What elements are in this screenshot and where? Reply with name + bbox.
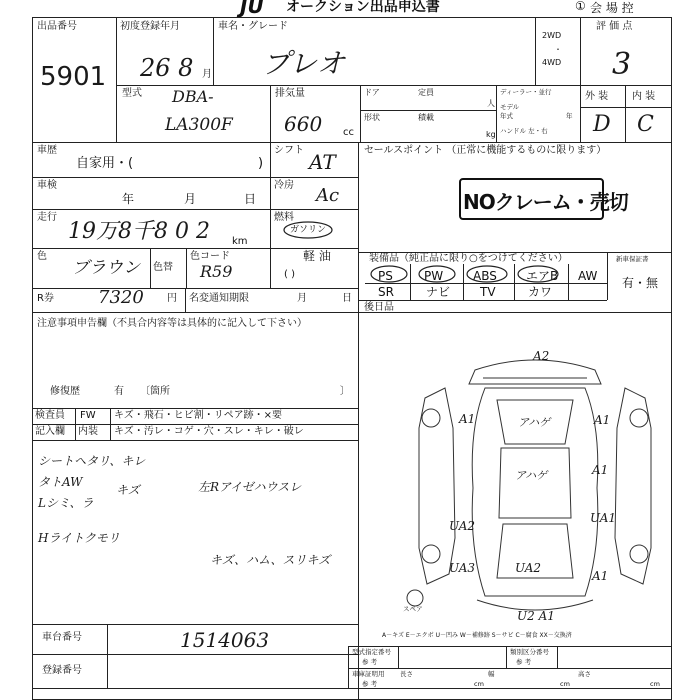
shift-label: シフト	[274, 145, 304, 156]
inspector-items: キズ・飛石・ヒビ割・リペア跡・×要	[114, 410, 282, 421]
logo: JU	[240, 0, 264, 18]
lot-label: 出品番号	[37, 21, 77, 32]
repair-label: 修復歴	[50, 386, 80, 397]
inspector-note: シートヘタリ、キレ	[38, 454, 146, 468]
equip-leather: カワ	[528, 285, 553, 299]
dims-length-label: 長さ	[400, 670, 413, 678]
inspector-note: Hライトクモリ	[38, 531, 120, 545]
fuel-gasoline: ガソリン	[290, 225, 327, 235]
color-value: ブラウン	[72, 258, 140, 278]
exterior-label: 外 装	[585, 91, 609, 102]
warranty-value: 有・無	[622, 276, 659, 290]
model-year-label-a: モデル	[500, 103, 520, 111]
fuel-light-oil: 軽 油	[303, 249, 331, 263]
load-unit: kg	[486, 130, 496, 139]
equip-aw: AW	[578, 269, 598, 283]
color-code-value: R59	[200, 262, 233, 281]
sales-stamp-text: NOクレーム・売切	[463, 190, 628, 214]
chassis-label: 車台番号	[42, 632, 82, 643]
damage-mark: UA2	[449, 519, 476, 533]
inspector-fw: FW	[80, 410, 96, 421]
load-label: 積載	[418, 113, 434, 122]
venue-number: ①	[575, 0, 586, 13]
inspector-note: キズ	[116, 483, 140, 497]
damage-mark: A1	[592, 463, 609, 477]
drive-sep: ・	[554, 45, 562, 54]
damage-mark: アハゲ	[518, 416, 551, 429]
venue-label: 会 場 控	[590, 1, 634, 15]
garage-cert-label: 車庫証明用	[352, 670, 385, 678]
lot-value: 5901	[40, 62, 107, 92]
fuel-label: 燃料	[274, 212, 294, 223]
damage-mark: UA2	[515, 561, 542, 575]
cert-type-ref: 参 考	[362, 658, 378, 666]
model-year-label-b: 年式	[500, 112, 513, 120]
equip-abs: ABS	[473, 269, 497, 283]
inspector-note: タトAW	[38, 475, 83, 489]
cert-class-ref: 参 考	[516, 658, 532, 666]
damage-legend: A－キズ E－エクボ U－凹み W－補修跡 S－サビ C－腐食 XX－交換済	[382, 632, 572, 639]
entry-label: 記入欄	[35, 426, 65, 437]
drive-2wd: 2WD	[542, 31, 562, 40]
inspection-day: 日	[244, 192, 257, 206]
shape-label: 形状	[364, 113, 380, 122]
name-change-label: 名変通知期限	[189, 293, 249, 304]
inspector-note: Lシミ、ラ	[38, 496, 94, 510]
equipment-circle-marks	[368, 264, 568, 284]
car-name-label: 車名・グレード	[218, 21, 288, 32]
first-reg-value: 26 8	[140, 54, 194, 82]
name-change-month: 月	[297, 293, 307, 304]
dims-length-unit: cm	[474, 680, 484, 688]
registration-label: 登録番号	[42, 665, 82, 676]
inspection-label: 車検	[37, 180, 57, 191]
damage-mark: A1	[594, 413, 611, 427]
fuel-paren: ( )	[284, 269, 295, 280]
equip-pw: PW	[424, 269, 444, 283]
damage-mark: A1	[459, 412, 476, 426]
first-reg-label: 初度登録年月	[120, 21, 180, 32]
form-title: オークション出品申込書	[286, 0, 440, 15]
repair-close: 〕	[340, 386, 350, 397]
dims-height-label: 高さ	[578, 670, 591, 678]
displacement-label: 排気量	[275, 88, 305, 99]
damage-mark: A1	[592, 569, 609, 583]
garage-cert-ref: 参 考	[362, 680, 378, 688]
equip-airbag: エアB	[526, 269, 559, 283]
color-code-label: 色コード	[190, 251, 230, 262]
equip-ps: PS	[378, 269, 393, 283]
inspector-label: 検査員	[35, 410, 65, 421]
history-label: 車歴	[37, 145, 57, 156]
cert-class-label: 類別区分番号	[510, 648, 549, 656]
damage-mark: UA3	[449, 561, 476, 575]
entry-items: キズ・汚レ・コゲ・穴・スレ・キレ・破レ	[114, 426, 304, 437]
score-label: 評 価 点	[596, 21, 633, 32]
drive-4wd: 4WD	[542, 58, 562, 67]
equip-tv: TV	[480, 285, 496, 299]
capacity-label: 定員	[418, 88, 434, 97]
first-reg-unit: 月	[202, 69, 212, 80]
dims-width-label: 幅	[488, 670, 495, 678]
score-value: 3	[612, 47, 632, 82]
displacement-value: 660	[284, 112, 323, 136]
recycle-value: 7320	[98, 287, 144, 308]
damage-mark: UA1	[590, 511, 617, 525]
mileage-value: 19万8千8 0 2	[68, 219, 210, 244]
dealer-label: ディーラー・並行	[500, 88, 552, 96]
dims-width-unit: cm	[560, 680, 570, 688]
repair-location: 〔箇所	[140, 386, 170, 397]
color-label: 色	[37, 251, 47, 262]
history-value: 自家用・(	[76, 156, 134, 171]
dims-height-unit: cm	[650, 680, 660, 688]
repair-has: 有	[114, 386, 124, 397]
exterior-value: D	[593, 112, 611, 137]
sales-point-label: セールスポイント （正常に機能するものに限ります）	[364, 145, 607, 156]
recycle-label: R券	[37, 293, 54, 304]
equipment-label: 装備品（純正品に限り○をつけてください）	[369, 253, 568, 264]
history-close: )	[258, 156, 264, 171]
equip-navi: ナビ	[426, 285, 451, 299]
inspector-note: キズ、ハム、スリキズ	[210, 553, 331, 567]
damage-mark: A2	[533, 349, 550, 363]
color-change-label: 色替	[153, 262, 173, 273]
model-line1: DBA-	[172, 87, 214, 106]
gasoline-circle-mark	[284, 221, 334, 239]
inspector-note: 左Rアイゼハウスレ	[198, 480, 302, 494]
inspection-year: 年	[122, 192, 135, 206]
handle-label: ハンドル 左・右	[500, 127, 548, 135]
cert-type-label: 型式指定番号	[352, 648, 391, 656]
name-change-day: 日	[342, 293, 352, 304]
interior-label: 内 装	[632, 91, 656, 102]
mileage-label: 走行	[37, 212, 57, 223]
warranty-label: 新車保証書	[616, 255, 649, 263]
car-name-value: プレオ	[262, 47, 345, 80]
model-label: 型式	[122, 88, 142, 99]
interior-value: C	[637, 112, 654, 137]
damage-mark: アハゲ	[515, 469, 548, 482]
recycle-unit: 円	[167, 293, 177, 304]
inspection-month: 月	[184, 192, 197, 206]
capacity-unit: 人	[487, 99, 495, 108]
mileage-unit: km	[232, 236, 248, 247]
chassis-value: 1514063	[180, 628, 270, 652]
ac-label: 冷房	[274, 180, 294, 191]
entry-interior: 内装	[78, 426, 98, 437]
ac-value: Ac	[316, 185, 340, 206]
notes-label: 注意事項申告欄（不具合内容等は具体的に記入して下さい）	[37, 318, 307, 329]
spare-label: スペア	[403, 605, 423, 613]
shift-value: AT	[309, 150, 336, 174]
damage-mark: U2 A1	[517, 609, 555, 623]
aftermarket-label: 後日品	[364, 302, 394, 313]
equip-sr: SR	[378, 285, 394, 299]
model-year-unit: 年	[566, 112, 573, 120]
car-diagram	[405, 348, 665, 618]
model-line2: LA300F	[165, 115, 233, 135]
displacement-unit: cc	[343, 127, 354, 138]
door-label: ドア	[364, 88, 380, 97]
